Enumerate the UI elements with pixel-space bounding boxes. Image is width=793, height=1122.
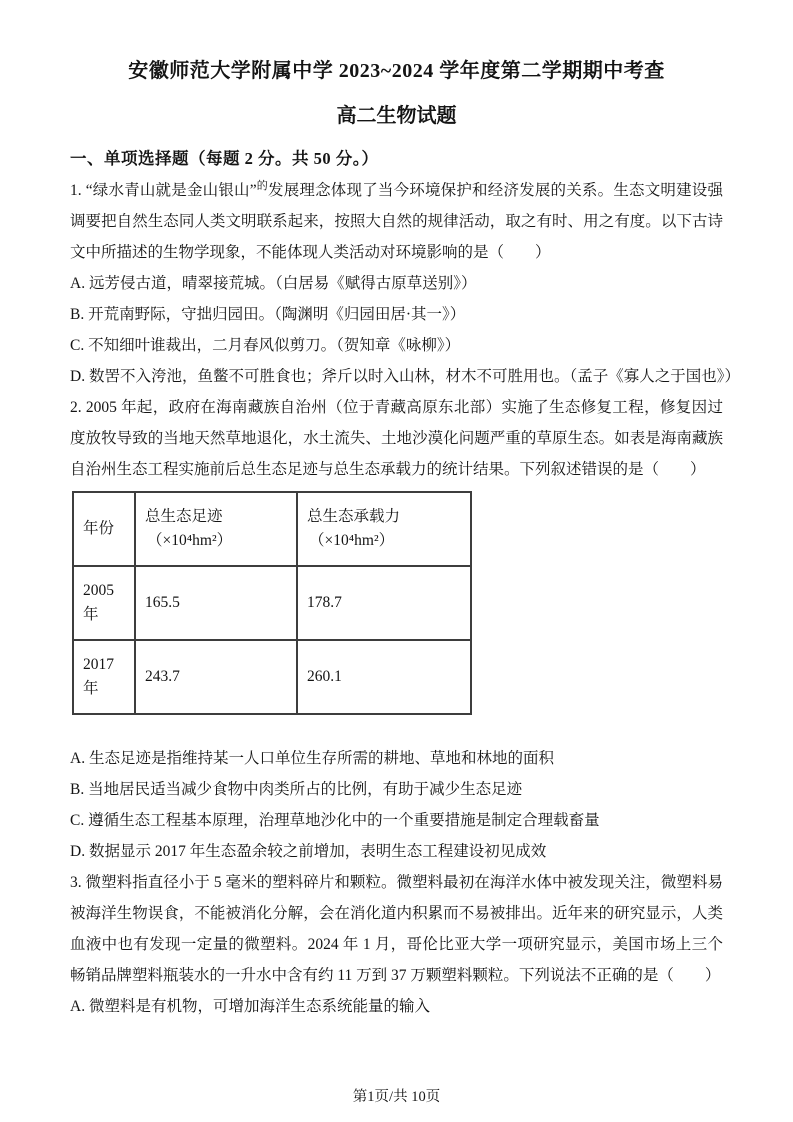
- question-1-option-c: C. 不知细叶谁裁出，二月春风似剪刀。（贺知章《咏柳》）: [70, 337, 461, 354]
- question-1-option-a: A. 远芳侵古道，晴翠接荒城。（白居易《赋得古原草送别》）: [70, 275, 477, 292]
- question-2: [70, 392, 723, 867]
- question-3: [70, 867, 723, 1022]
- question-1-option-d: D. 数罟不入洿池，鱼鳖不可胜食也；斧斤以时入山林，材木不可胜用也。（孟子《寡人之于国也》）: [70, 368, 740, 385]
- table-row-2005: [73, 566, 471, 640]
- table-header-footprint: [135, 492, 297, 566]
- question-2-option-c: C. 遵循生态工程基本原理，治理草地沙化中的一个重要措施是制定合理载畜量: [70, 812, 600, 829]
- table-row-2017: [73, 640, 471, 714]
- superscript-marker: 的: [256, 179, 269, 192]
- question-3-option-a: A. 微塑料是有机物，可增加海洋生态系统能量的输入: [70, 998, 430, 1015]
- question-1-stem-text: 1. “绿水青山就是金山银山”: [70, 182, 257, 199]
- table-header-year: 年份: [73, 492, 135, 566]
- question-1-option-b: B. 开荒南野际，守拙归园田。（陶渊明《归园田居·其一》）: [70, 306, 466, 323]
- section-heading: 一、单项选择题（每题 2 分。共 50 分。）: [70, 149, 379, 168]
- table-header-footprint-title: 总生态足迹: [145, 508, 223, 525]
- page-title: 安徽师范大学附属中学 2023~2024 学年度第二学期期中考查: [128, 60, 665, 82]
- table-header-capacity-title: 总生态承载力: [307, 508, 401, 525]
- question-1-stem-text-continued: 发展理念体现了当今环境保护和经济发展的关系。生态文明建设强调要把自然生态同人类文明联系起来，按照大自然的规律活动，取之有时、用之有度。以下古诗文中所描述的生物学现象，不能体现人类活动对环境影响的是（ ）: [70, 182, 723, 261]
- capacity-cell: 260.1: [297, 640, 471, 714]
- question-2-stem: 2. 2005 年起，政府在海南藏族自治州（位于青藏高原东北部）实施了生态修复工程，修复因过度放牧导致的当地天然草地退化，水土流失、土地沙漠化问题严重的草原生态。如表是海南藏族自治州生态工程实施前后总生态足迹与总生态承载力的统计结果。下列叙述错误的是（ ）: [70, 399, 723, 478]
- footprint-cell: 243.7: [135, 640, 297, 714]
- page-number: 第1页/共 10页: [352, 1089, 441, 1105]
- question-1: [70, 175, 740, 392]
- question-2-option-d: D. 数据显示 2017 年生态盈余较之前增加，表明生态工程建设初见成效: [70, 843, 547, 860]
- footprint-cell: 165.5: [135, 566, 297, 640]
- table-header-footprint-unit: （×10⁴hm²）: [147, 532, 233, 549]
- table-header-row: [73, 492, 471, 566]
- question-2-options: [70, 743, 723, 867]
- question-2-option-a: A. 生态足迹是指维持某一人口单位生存所需的耕地、草地和林地的面积: [70, 750, 554, 767]
- capacity-cell: 178.7: [297, 566, 471, 640]
- eco-footprint-table: [72, 491, 472, 715]
- table-header-capacity: [297, 492, 471, 566]
- question-1-stem: [70, 175, 723, 268]
- question-3-stem: 3. 微塑料指直径小于 5 毫米的塑料碎片和颗粒。微塑料最初在海洋水体中被发现关注，微塑料易被海洋生物误食，不能被消化分解，会在消化道内积累而不易被排出。近年来的研究显示，人类血液中也有发现一定量的微塑料。2024 年 1 月，哥伦比亚大学一项研究显示，美国市场上三个畅销品牌塑料瓶装水的一升水中含有约 11 万到 37 万颗塑料颗粒。下列说法不正确的是（ ）: [70, 874, 723, 984]
- table-header-capacity-unit: （×10⁴hm²）: [309, 532, 395, 549]
- year-cell: 2005 年: [73, 566, 135, 640]
- question-2-option-b: B. 当地居民适当减少食物中肉类所占的比例，有助于减少生态足迹: [70, 781, 523, 798]
- page-subtitle: 高二生物试题: [336, 105, 457, 127]
- year-cell: 2017 年: [73, 640, 135, 714]
